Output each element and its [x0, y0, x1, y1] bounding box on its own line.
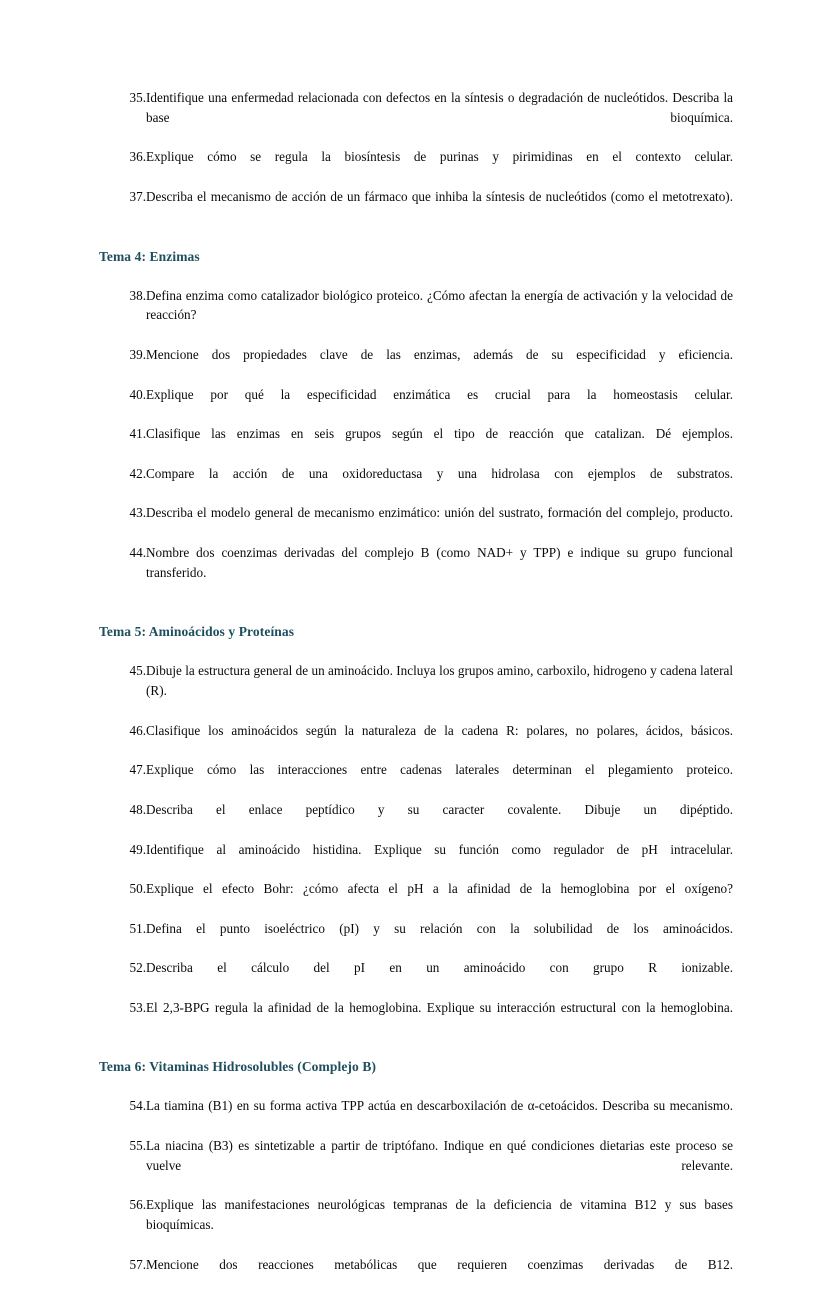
list-item-text: La niacina (B3) es sintetizable a partir de triptófano. Indique en qué condiciones dietarias este proceso se vuelve relevante.	[146, 1138, 733, 1173]
list-item-text: Clasifique los aminoácidos según la naturaleza de la cadena R: polares, no polares, ácidos, básicos.	[146, 722, 733, 738]
list-item	[99, 958, 733, 998]
list-item	[99, 345, 733, 385]
list-item	[99, 464, 733, 504]
list-item-number: 48.	[129, 801, 146, 817]
section-heading: Tema 4: Enzimas	[99, 248, 200, 264]
list-item	[99, 1195, 733, 1254]
list-item-number: 41.	[129, 426, 146, 442]
list-item-text: Compare la acción de una oxidoreductasa y una hidrolasa con ejemplos de substratos.	[146, 465, 733, 481]
list-item-text: Explique cómo se regula la biosíntesis de purinas y pirimidinas en el contexto celular.	[146, 149, 733, 165]
list-item-text: Explique el efecto Bohr: ¿cómo afecta el pH a la afinidad de la hemoglobina por el oxígeno?	[146, 881, 733, 897]
question-block-continuation	[99, 88, 733, 227]
list-item-text: Mencione dos propiedades clave de las enzimas, además de su especificidad y eficiencia.	[146, 346, 733, 362]
list-item-number: 46.	[129, 722, 146, 738]
section-tema-4	[99, 249, 733, 603]
list-item-text: Identifique una enfermedad relacionada con defectos en la síntesis o degradación de nucleótidos. Describa la base bioquímica.	[146, 90, 733, 125]
list-item-number: 35.	[129, 90, 146, 105]
list-item	[99, 286, 733, 345]
spacer	[99, 227, 733, 249]
list-item-text: Describa el modelo general de mecanismo enzimático: unión del sustrato, formación del complejo, producto.	[146, 505, 733, 521]
list-item-text: Identifique al aminoácido histidina. Explique su función como regulador de pH intracelular.	[146, 841, 733, 857]
list-item-number: 49.	[129, 841, 146, 857]
list-item-number: 47.	[129, 762, 146, 778]
list-item-number: 55.	[129, 1138, 146, 1154]
list-item-text: Nombre dos coenzimas derivadas del complejo B (como NAD+ y TPP) e indique su grupo funcional transferido.	[146, 544, 733, 580]
list-item-text: Explique las manifestaciones neurológicas tempranas de la deficiencia de vitamina B12 y sus bases bioquímicas.	[146, 1197, 733, 1233]
list-item-text: Clasifique las enzimas en seis grupos según el tipo de reacción que catalizan. Dé ejemplos.	[146, 426, 733, 442]
list-item	[99, 840, 733, 880]
list-item	[99, 661, 733, 720]
list-item-text: Describa el cálculo del pI en un aminoácido con grupo R ionizable.	[146, 960, 733, 976]
list-item-number: 38.	[129, 287, 146, 303]
question-list	[99, 88, 733, 227]
list-item-number: 42.	[129, 465, 146, 481]
list-item	[99, 1255, 733, 1294]
list-item	[99, 721, 733, 761]
list-item	[99, 800, 733, 840]
section-tema-6	[99, 1059, 733, 1294]
list-item-number: 56.	[129, 1197, 146, 1213]
list-item-number: 40.	[129, 386, 146, 402]
list-item-number: 37.	[129, 188, 146, 204]
question-list	[99, 286, 733, 603]
spacer	[99, 640, 733, 661]
list-item	[99, 385, 733, 425]
section-heading: Tema 6: Vitaminas Hidrosolubles (Complejo B)	[99, 1059, 377, 1075]
section-tema-5	[99, 624, 733, 1037]
list-item-number: 54.	[129, 1098, 146, 1114]
list-item-number: 44.	[129, 544, 146, 560]
list-item	[99, 998, 733, 1038]
list-item-number: 45.	[129, 663, 146, 679]
spacer	[99, 1037, 733, 1059]
list-item-text: Explique cómo las interacciones entre cadenas laterales determinan el plegamiento proteico.	[146, 762, 733, 778]
list-item-text: Describa el mecanismo de acción de un fármaco que inhiba la síntesis de nucleótidos (como el metotrexato).	[146, 188, 733, 204]
list-item-text: La tiamina (B1) en su forma activa TPP actúa en descarboxilación de α-cetoácidos. Describa su mecanismo.	[146, 1098, 733, 1114]
list-item	[99, 424, 733, 464]
list-item-text: Explique por qué la especificidad enzimática es crucial para la homeostasis celular.	[146, 386, 733, 402]
spacer	[99, 602, 733, 624]
list-item-number: 52.	[129, 960, 146, 976]
list-item-number: 57.	[129, 1256, 146, 1272]
document-content	[99, 88, 733, 1294]
list-item-text: Dibuje la estructura general de un aminoácido. Incluya los grupos amino, carboxilo, hidrogeno y cadena lateral (R).	[146, 663, 733, 699]
list-item-text: Defina enzima como catalizador biológico proteico. ¿Cómo afectan la energía de activación y la velocidad de reacción?	[146, 287, 733, 323]
list-item	[99, 88, 733, 147]
list-item	[99, 1136, 733, 1195]
list-item-text: Describa el enlace peptídico y su caracter covalente. Dibuje un dipéptido.	[146, 801, 733, 817]
question-list	[99, 661, 733, 1037]
list-item	[99, 503, 733, 543]
list-item-number: 51.	[129, 920, 146, 936]
list-item	[99, 760, 733, 800]
question-list	[99, 1096, 733, 1294]
list-item	[99, 919, 733, 959]
list-item-number: 53.	[129, 999, 146, 1015]
list-item-number: 36.	[129, 149, 146, 165]
list-item	[99, 187, 733, 227]
list-item-number: 50.	[129, 881, 146, 897]
list-item	[99, 147, 733, 187]
list-item-number: 43.	[129, 505, 146, 521]
list-item-text: El 2,3-BPG regula la afinidad de la hemoglobina. Explique su interacción estructural con la hemoglobina.	[146, 999, 733, 1015]
list-item	[99, 543, 733, 602]
spacer	[99, 265, 733, 286]
list-item-number: 39.	[129, 346, 146, 362]
list-item-text: Defina el punto isoeléctrico (pI) y su relación con la solubilidad de los aminoácidos.	[146, 920, 733, 936]
list-item	[99, 879, 733, 919]
list-item-text: Mencione dos reacciones metabólicas que requieren coenzimas derivadas de B12.	[146, 1256, 733, 1272]
list-item	[99, 1096, 733, 1136]
section-heading: Tema 5: Aminoácidos y Proteínas	[99, 624, 295, 640]
spacer	[99, 1075, 733, 1096]
